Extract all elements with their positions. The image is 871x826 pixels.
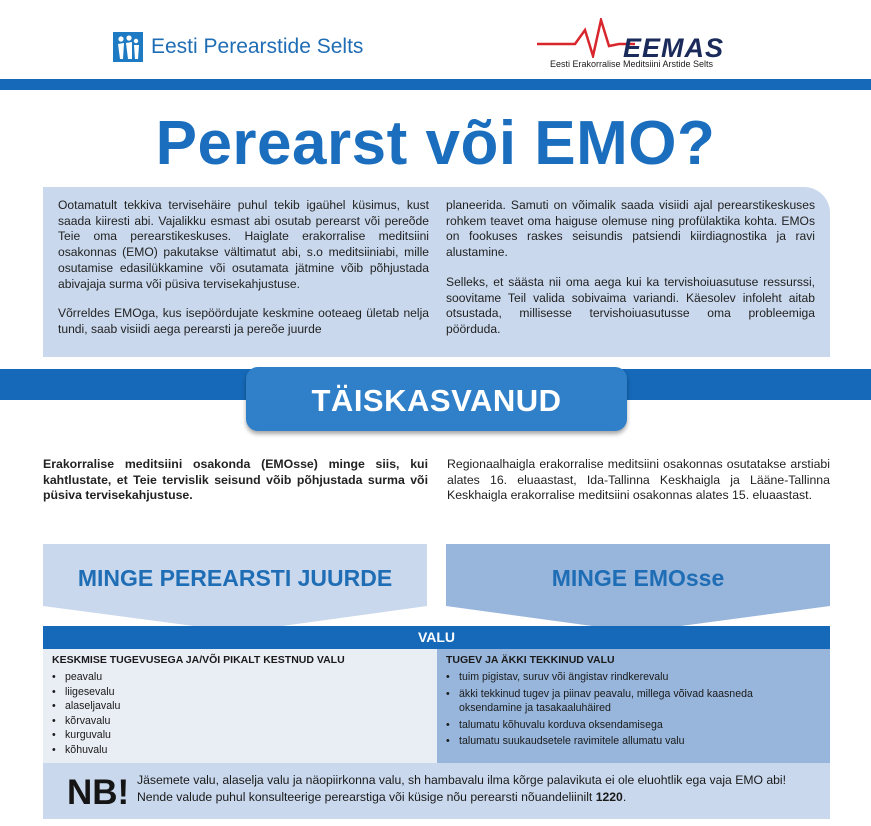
nb-box xyxy=(43,763,830,819)
intro-column-1 xyxy=(58,198,429,352)
nb-label: NB! xyxy=(67,773,130,812)
list-item: • talumatu suukaudsetele ravimitele allumatu valu xyxy=(446,734,818,749)
family-doctors-icon xyxy=(113,32,143,62)
list-item: • kõhuvalu xyxy=(52,743,120,758)
list-item: • alaseljavalu xyxy=(52,699,120,714)
pain-moderate-list xyxy=(52,670,120,757)
pain-severe-list xyxy=(446,670,818,749)
nb-trailing: . xyxy=(622,790,627,804)
pain-severe-column xyxy=(437,649,830,763)
nb-phone: 1220 xyxy=(595,790,623,804)
intro-paragraph: planeerida. Samuti on võimalik saada visiidi ajal perearstikeskuses rohkem teavet oma haiguse olemuse ning profülaktika kohta. EMOs on fookuses raskes seisundis patsiendi kiirdiagnostika ja ravi alustamine. xyxy=(446,198,815,260)
list-item: • kurguvalu xyxy=(52,728,120,743)
pain-severe-title: TUGEV JA ÄKKI TEKKINUD VALU xyxy=(446,654,615,666)
list-item: • liigesevalu xyxy=(52,685,120,700)
nb-line-1: Jäsemete valu, alaselja valu ja näopiirkonna valu, sh hambavalu ilma kõrge palavikuta ei ole eluohtlik ega vaja EMO abi! xyxy=(137,773,787,787)
list-item: • tuim pigistav, suruv või ängistav rindkerevalu xyxy=(446,670,818,685)
list-item: • peavalu xyxy=(52,670,120,685)
header-bar xyxy=(0,79,871,90)
go-to-emergency-label: MINGE EMOsse xyxy=(551,565,725,591)
pain-moderate-column xyxy=(43,649,437,763)
intro-box xyxy=(43,187,830,357)
logo-left-name: Eesti Perearstide Selts xyxy=(151,35,364,58)
eemas-logo xyxy=(535,18,765,74)
eemas-logo-name: EEMAS xyxy=(623,33,725,63)
intro-paragraph: Ootamatult tekkiva tervisehäire puhul tekib igaühel küsimus, kust saada kiiresti abi. Vajalikku esmast abi osutab perearst või pereõde Teie oma perearstikeskuses. Haiglate erakorralise meditsiini osakonnas (EMO) pakutakse vältimatut abi, s.o meditsiiniabi, mille osutamise edasilükkamine või osutamata jätmine võib põhjustada abivajaja surma või püsiva tervisekahjustuse. xyxy=(58,198,429,291)
page-title: Perearst või EMO? xyxy=(155,109,716,178)
list-item: • talumatu kõhuvalu korduva oksendamisega xyxy=(446,718,818,733)
intro-paragraph: Selleks, et säästa nii oma aega kui ka tervishoiuasutuse ressurssi, soovitame Teil valida sobivaima variandi. Käesolev infoleht aitab otsustada, millisesse tervishoiuasutusse oma probleemiga pöörduda. xyxy=(446,274,815,336)
section-heading: TÄISKASVANUD xyxy=(311,383,562,418)
list-item: • äkki tekkinud tugev ja piinav peavalu, millega võivad kaasneda oksendamine ja tasakaaluhäired xyxy=(446,687,818,716)
intro-paragraph: Võrreldes EMOga, kus isepöördujate keskmine ooteaeg ületab nelja tundi, saab visiidi aega perearsti ja pereõe juurde xyxy=(58,306,429,336)
pain-heading: VALU xyxy=(43,626,830,649)
section-heading-tab xyxy=(246,367,627,431)
eesti-perearstide-selts-logo xyxy=(113,32,363,62)
nb-line-2: Nende valude puhul konsulteerige perearstiga või küsige nõu perearsti nõuandeliinilt xyxy=(137,790,593,804)
lead-left: Erakorralise meditsiini osakonda (EMOsse) minge siis, kui kahtlustate, et Teie tervislik seisund võib põhjustada surma või püsiva tervisekahjustuse. xyxy=(43,457,428,502)
intro-column-2 xyxy=(446,198,815,352)
pain-moderate-title: KESKMISE TUGEVUSEGA JA/VÕI PIKALT KESTNUD VALU xyxy=(52,654,345,666)
eemas-logo-subtitle: Eesti Erakorralise Meditsiini Arstide Selts xyxy=(550,59,714,69)
go-to-family-doctor-label: MINGE PEREARSTI JUURDE xyxy=(77,565,393,591)
list-item: • kõrvavalu xyxy=(52,714,120,729)
lead-right: Regionaalhaigla erakorralise meditsiini osakonnas osutatakse arstiabi alates 16. eluaastast, Ida-Tallinna Keskhaigla ja Lääne-Tallinna Keskhaigla erakorralise meditsiini osakonnas alates 15. eluaastast. xyxy=(447,457,830,502)
nb-text xyxy=(137,772,827,806)
